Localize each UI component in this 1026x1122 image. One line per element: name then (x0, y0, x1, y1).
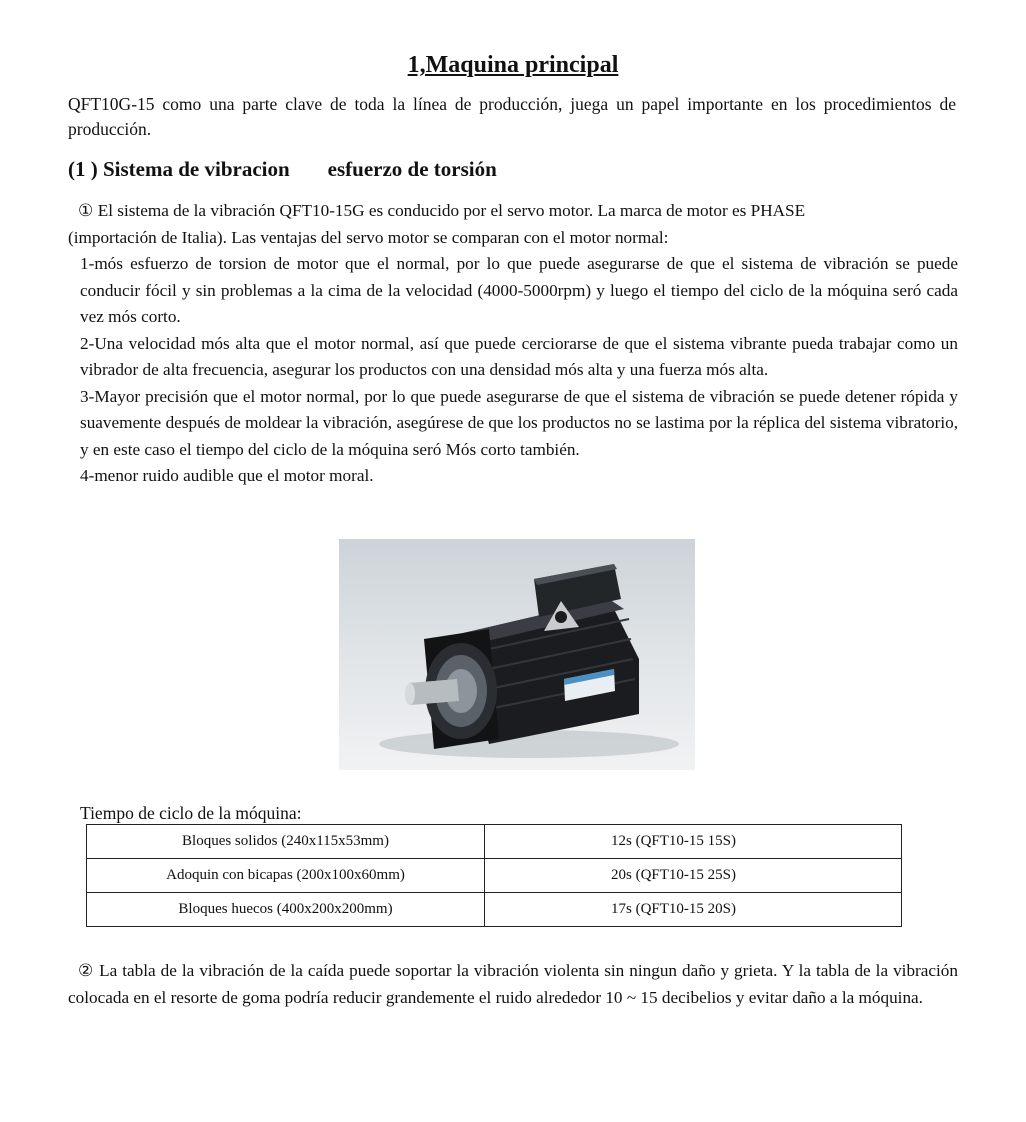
paragraph-1-line-2: (importación de Italia). Las ventajas del servo motor se comparan con el motor normal: (68, 227, 669, 247)
paragraph-1-line-1: ① El sistema de la vibración QFT10-15G es conducido por el servo motor. La marca de motor es PHASE (78, 201, 806, 220)
product-cell: Bloques solidos (240x115x53mm) (87, 825, 485, 859)
table-row (87, 893, 902, 927)
closing-paragraph (68, 958, 958, 1011)
intro-paragraph: QFT10G-15 como una parte clave de toda la línea de producción, juega un papel importante en los procedimientos de producción. (68, 94, 956, 139)
table-row (87, 825, 902, 859)
servo-motor-image (339, 539, 695, 770)
table-row (87, 859, 902, 893)
product-cell: Adoquin con bicapas (200x100x60mm) (87, 859, 485, 893)
cycle-time-table (86, 824, 902, 927)
advantage-item-2: 2-Una velocidad mós alta que el motor normal, así que puede cerciorarse de que el sistema vibrante pueda trabajar como un vibrador de alta frecuencia, asegurar los productos con una densidad mós alta y una fuerza mós alta. (80, 333, 958, 379)
table-caption: Tiempo de ciclo de la móquina: (80, 803, 302, 823)
section-heading-part-a: (1 ) Sistema de vibracion (68, 157, 290, 181)
advantage-item-1: 1-mós esfuerzo de torsion de motor que el normal, por lo que puede asegurarse de que el sistema de vibración se puede conducir fócil y sin problemas a la cima de la velocidad (4000-5000rpm) y luego el tiempo del ciclo de la móquina seró cada vez mós corto. (80, 254, 958, 326)
section-heading-part-b: esfuerzo de torsión (327, 157, 497, 181)
section-heading (68, 155, 497, 183)
product-cell: Bloques huecos (400x200x200mm) (87, 893, 485, 927)
advantage-item-3: 3-Mayor precisión que el motor normal, por lo que puede asegurarse de que el sistema de vibración se puede detener rópida y suavemente después de moldear la vibración, asegúrese de que los productos no se lastima por la réplica del sistema vibratorio, y en este caso el tiempo del ciclo de la móquina seró Mós corto también. (80, 386, 958, 459)
time-cell: 20s (QFT10-15 25S) (485, 859, 902, 893)
advantage-item-4: 4-menor ruido audible que el motor moral. (80, 466, 374, 485)
time-cell: 17s (QFT10-15 20S) (485, 893, 902, 927)
closing-text: ② La tabla de la vibración de la caída puede soportar la vibración violenta sin ningun daño y grieta. Y la tabla de la vibración colocada en el resorte de goma podría reducir grandemente el ruido alrededor 10 ~ 15 decibelios y evitar daño a la móquina. (68, 961, 958, 1007)
section-body (68, 198, 958, 490)
time-cell: 12s (QFT10-15 15S) (485, 825, 902, 859)
page-title: 1,Maquina principal (407, 52, 619, 78)
